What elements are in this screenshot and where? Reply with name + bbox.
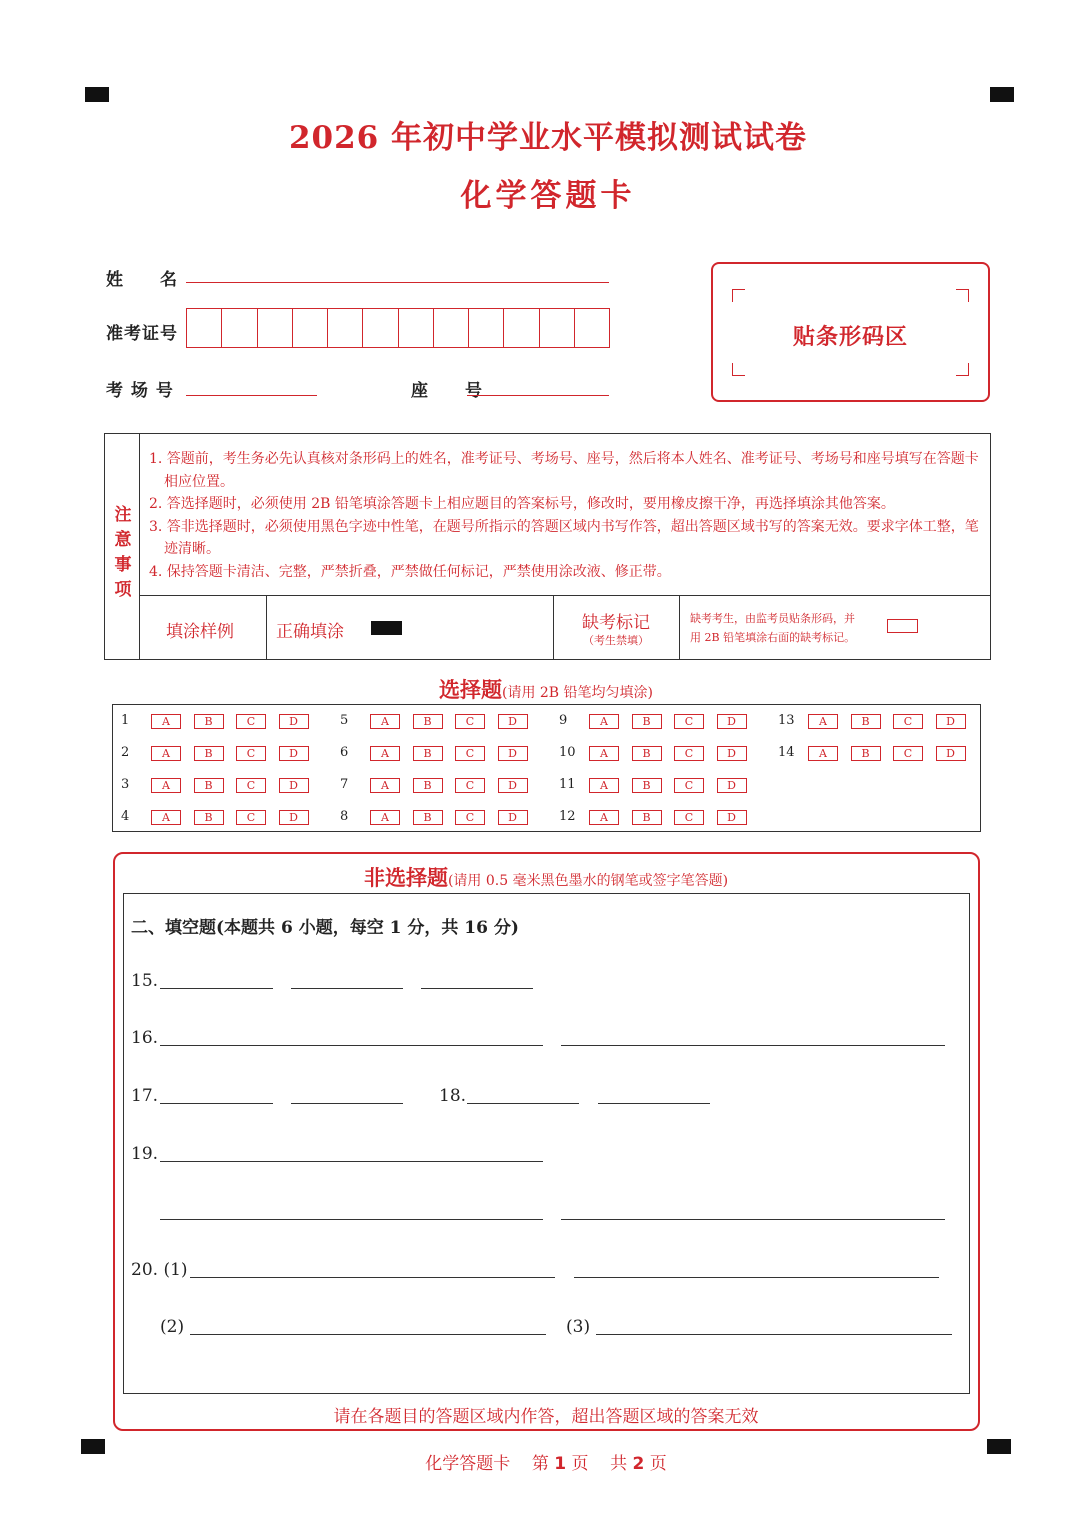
mc-option-bubble[interactable]: A [370,746,400,761]
notice-side-label [105,434,140,659]
footer-total-unit: 页 [649,1454,667,1474]
id-cell[interactable] [540,309,575,347]
mc-option-bubble[interactable]: C [893,714,923,729]
id-cell[interactable] [328,309,363,347]
mc-option-bubble[interactable]: C [674,714,704,729]
card-title: 化学答题卡 [460,178,636,214]
name-field[interactable] [186,282,609,283]
mc-option-bubble[interactable]: B [632,746,662,761]
registration-mark-top-left [85,87,109,102]
exam-title: 2026 年初中学业水平模拟测试试卷 [288,120,808,156]
id-cell[interactable] [293,309,328,347]
exam-room-label: 考 场 号 [106,381,174,401]
fr-title-text: 非选择题 [363,865,448,890]
exam-id-label: 准考证号 [106,324,178,344]
mc-question-number: 11 [559,777,576,792]
mc-option-bubble[interactable]: D [936,746,966,761]
mc-option-bubble[interactable]: A [589,778,619,793]
mc-option-bubble[interactable]: C [236,746,266,761]
answer-line[interactable] [574,1277,939,1278]
mc-option-bubble[interactable]: B [632,778,662,793]
mc-option-bubble[interactable]: D [279,810,309,825]
q16-label: 16. [131,1028,159,1048]
mc-question-number: 2 [121,745,130,760]
seat-field[interactable] [467,395,609,396]
mc-option-bubble[interactable]: C [674,810,704,825]
mc-answer-box [112,704,981,832]
mc-option-bubble[interactable]: A [589,746,619,761]
q17-label: 17. [131,1086,159,1106]
mc-option-bubble[interactable]: B [194,778,224,793]
mc-title [0,674,1080,704]
mc-option-bubble[interactable]: D [498,810,528,825]
answer-line[interactable] [160,1045,543,1046]
mc-option-bubble[interactable]: D [717,778,747,793]
absent-desc-line-1: 缺考考生，由监考员贴条形码，并 [690,612,855,625]
mc-option-bubble[interactable]: A [808,746,838,761]
notice-char: 事 [114,555,132,575]
mc-option-bubble[interactable]: B [413,746,443,761]
mc-option-bubble[interactable]: C [236,714,266,729]
mc-option-bubble[interactable]: C [236,810,266,825]
mc-option-bubble[interactable]: B [413,778,443,793]
fr-title [0,862,1080,892]
mc-option-bubble[interactable]: B [851,714,881,729]
seat-label: 座 号 [411,381,483,401]
mc-option-bubble[interactable]: A [151,810,181,825]
footer-page-unit: 页 [571,1454,589,1474]
mc-option-bubble[interactable]: D [279,778,309,793]
notice-char: 意 [114,530,132,550]
mc-question-number: 9 [559,713,568,728]
mc-option-bubble[interactable]: D [279,746,309,761]
q20-part1-label: (1) [163,1260,188,1280]
mc-question-number: 12 [559,809,576,824]
mc-option-bubble[interactable]: A [370,714,400,729]
mc-option-bubble[interactable]: A [370,778,400,793]
id-cell[interactable] [258,309,293,347]
absent-mark-label: 缺考标记 [582,613,650,633]
mc-option-bubble[interactable]: C [455,778,485,793]
answer-line[interactable] [291,1103,403,1104]
mc-option-bubble[interactable]: C [455,714,485,729]
q20-number: 20. [131,1260,159,1280]
exam-id-boxes[interactable] [186,308,610,348]
name-label: 姓 名 [106,270,178,290]
id-cell[interactable] [399,309,434,347]
mc-option-bubble[interactable]: C [893,746,923,761]
notice-char: 注 [114,505,132,525]
answer-line[interactable] [561,1219,945,1220]
q20-part2-label: (2) [160,1317,185,1337]
mc-option-bubble[interactable]: B [632,810,662,825]
answer-line[interactable] [160,988,273,989]
mc-option-bubble[interactable]: B [851,746,881,761]
mc-option-bubble[interactable]: D [717,746,747,761]
mc-option-bubble[interactable]: A [151,746,181,761]
q20-part3-label: (3) [566,1317,591,1337]
id-cell[interactable] [504,309,539,347]
notice-rules [149,448,987,583]
mc-question-number: 13 [778,713,795,728]
mc-option-bubble[interactable]: A [808,714,838,729]
mc-option-bubble[interactable]: A [589,810,619,825]
mc-option-bubble[interactable]: B [194,810,224,825]
mc-question-number: 8 [340,809,349,824]
mc-option-bubble[interactable]: B [413,714,443,729]
mc-option-bubble[interactable]: C [455,810,485,825]
free-response-box [123,893,970,1394]
q19-label: 19. [131,1144,159,1164]
mc-option-bubble[interactable]: D [717,714,747,729]
mc-option-bubble[interactable]: D [936,714,966,729]
id-cell[interactable] [363,309,398,347]
fr-instruction: (请用 0.5 毫米黑色墨水的钢笔或签字笔答题) [447,873,729,889]
rule-item: 2. 答选择题时，必须使用 2B 铅笔填涂答题卡上相应题目的答案标号，修改时，要用橡皮擦干净，再选择填涂其他答案。 [149,496,895,512]
mc-question-number: 1 [121,713,130,728]
filled-sample-mark [371,621,402,635]
mc-title-text: 选择题 [438,677,502,702]
mc-option-bubble[interactable]: C [674,778,704,793]
mc-option-bubble[interactable]: C [236,778,266,793]
rule-item: 1. 答题前，考生务必先认真核对条形码上的姓名，准考证号、考场号、座号，然后将本人姓名、准考证号、考场号和座号填写在答题卡相应位置。 [149,451,979,490]
mc-option-bubble[interactable]: A [370,810,400,825]
footer-card-name: 化学答题卡 [425,1454,511,1474]
answer-line[interactable] [596,1334,952,1335]
footer-page-number: 1 [554,1454,567,1474]
id-cell[interactable] [469,309,504,347]
mc-option-bubble[interactable]: C [674,746,704,761]
barcode-label: 贴条形码区 [792,325,908,350]
absent-mark-sub: （考生禁填） [583,634,649,647]
page-footer [0,1449,1080,1474]
mc-question-number: 3 [121,777,130,792]
registration-mark-top-right [990,87,1014,102]
mc-option-bubble[interactable]: D [498,746,528,761]
footer-page-prefix: 第 [531,1454,549,1474]
mc-option-bubble[interactable]: B [194,746,224,761]
mc-option-bubble[interactable]: B [194,714,224,729]
rule-item: 3. 答非选择题时，必须使用黑色字迹中性笔，在题号所指示的答题区域内书写作答，超出答题区域书写的答案无效。要求字体工整，笔迹清晰。 [149,518,979,557]
mc-question-number: 14 [778,745,795,760]
mc-option-bubble[interactable]: D [498,778,528,793]
answer-line[interactable] [291,988,403,989]
exam-room-field[interactable] [186,395,317,396]
answer-line[interactable] [421,988,533,989]
answer-line[interactable] [467,1103,579,1104]
answer-line[interactable] [160,1103,273,1104]
id-cell[interactable] [187,309,222,347]
mc-option-bubble[interactable]: D [717,810,747,825]
mc-question-number: 4 [121,809,130,824]
mc-option-bubble[interactable]: D [279,714,309,729]
answer-line[interactable] [190,1277,555,1278]
answer-line[interactable] [598,1103,710,1104]
notice-char: 项 [114,580,132,600]
mc-question-number: 5 [340,713,349,728]
section-heading: 二、填空题(本题共 6 小题，每空 1 分，共 16 分) [131,918,519,938]
answer-line[interactable] [190,1334,546,1335]
q20-label [131,1260,188,1280]
mc-option-bubble[interactable]: C [455,746,485,761]
mc-option-bubble[interactable]: B [413,810,443,825]
fill-sample-row [140,595,990,659]
answer-line[interactable] [160,1219,543,1220]
id-cell[interactable] [575,309,609,347]
answer-line[interactable] [561,1045,945,1046]
notice-box [104,433,991,660]
barcode-area [711,262,990,402]
footer-total-prefix: 共 [610,1454,628,1474]
mc-question-number: 10 [559,745,576,760]
answer-line[interactable] [160,1161,543,1162]
mc-question-number: 6 [340,745,349,760]
absent-mark-box[interactable] [887,619,918,633]
mc-option-bubble[interactable]: A [151,778,181,793]
mc-question-number: 7 [340,777,349,792]
id-cell[interactable] [434,309,469,347]
mc-option-bubble[interactable]: A [589,714,619,729]
fill-sample-label: 填涂样例 [166,622,234,642]
rule-item: 4. 保持答题卡清洁、完整，严禁折叠，严禁做任何标记，严禁使用涂改液、修正带。 [149,563,671,580]
footer-total-number: 2 [632,1454,645,1474]
q18-label: 18. [439,1086,467,1106]
q15-label: 15. [131,971,159,991]
mc-option-bubble[interactable]: A [151,714,181,729]
mc-instruction: (请用 2B 铅笔均匀填涂) [501,685,654,701]
id-cell[interactable] [222,309,257,347]
answer-area-warning: 请在各题目的答题区域内作答，超出答题区域的答案无效 [333,1407,759,1427]
absent-desc-line-2: 用 2B 铅笔填涂右面的缺考标记。 [690,631,856,644]
mc-option-bubble[interactable]: B [632,714,662,729]
mc-option-bubble[interactable]: D [498,714,528,729]
correct-fill-label: 正确填涂 [276,622,344,642]
